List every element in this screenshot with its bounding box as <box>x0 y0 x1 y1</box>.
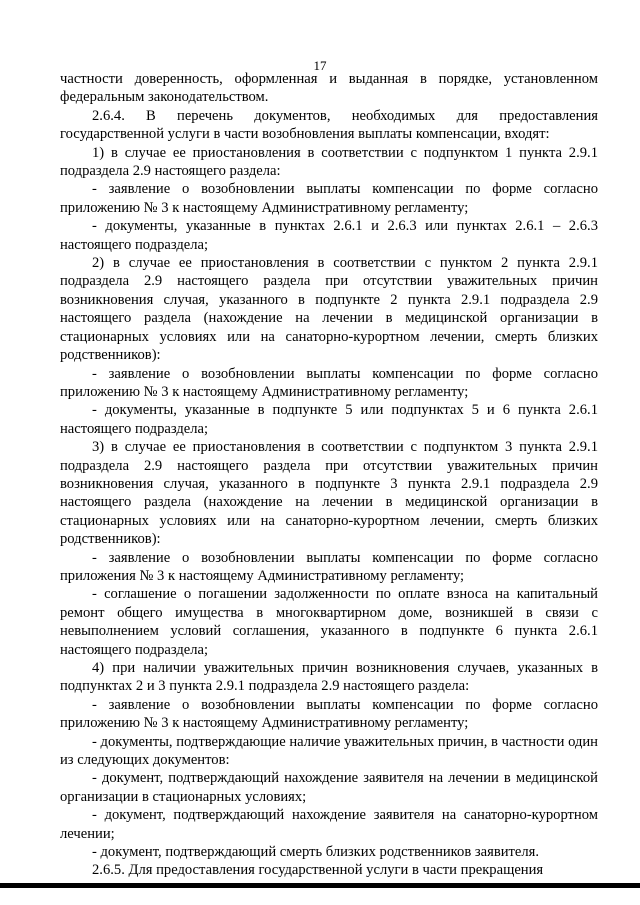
paragraph: 2.6.4. В перечень документов, необходимых для предоставления государственной услуги в части возобновления выплаты компенсации, входят: <box>60 107 598 143</box>
paragraph: - документы, указанные в пунктах 2.6.1 и 2.6.3 или пунктах 2.6.1 – 2.6.3 настоящего подраздела; <box>60 218 598 253</box>
paragraph: - соглашение о погашении задолженности по оплате взноса на капитальный ремонт общего имущества в многоквартирном доме, возникшей в связи с невыполнением условий соглашения, указанного в подпункте 6 пункта 2.6.1 настоящего подраздела; <box>60 586 598 658</box>
paragraph: - заявление о возобновлении выплаты компенсации по форме согласно приложения № 3 к настоящему Административному регламенту; <box>60 549 598 584</box>
paragraph: - документы, указанные в подпункте 5 или подпунктах 5 и 6 пункта 2.6.1 настоящего подраздела; <box>60 402 598 437</box>
paragraph: - заявление о возобновлении выплаты компенсации по форме согласно приложению № 3 к настоящему Административному регламенту; <box>60 365 598 400</box>
paragraph: частности доверенность, оформленная и выданная в порядке, установленном федеральным законодательством. <box>60 71 598 106</box>
paragraph: 2) в случае ее приостановления в соответствии с пунктом 2 пункта 2.9.1 подраздела 2.9 настоящего раздела при отсутствии уважительных причин возникновения случая, указанного в подпункте 2 пункта 2.9.1 подраздела 2.9 настоящего раздела (нахождение на лечении в медицинской организации в стационарных условиях или на санаторно-курортном лечении, смерть близких родственников): <box>60 255 598 364</box>
page-number: 17 <box>313 58 327 73</box>
paragraph: - документы, подтверждающие наличие уважительных причин, в частности один из следующих документов: <box>60 733 598 769</box>
document-body <box>60 70 598 880</box>
paragraph: - заявление о возобновлении выплаты компенсации по форме согласно приложению № 3 к настоящему Административному регламенту; <box>60 181 598 216</box>
page-bottom-rule <box>0 883 640 888</box>
paragraph: 4) при наличии уважительных причин возникновения случаев, указанных в подпунктах 2 и 3 пункта 2.9.1 подраздела 2.9 настоящего раздела: <box>60 660 598 695</box>
paragraph: - документ, подтверждающий нахождение заявителя на лечении в медицинской организации в стационарных условиях; <box>60 770 598 805</box>
paragraph: 1) в случае ее приостановления в соответствии с подпунктом 1 пункта 2.9.1 подраздела 2.9 настоящего раздела: <box>60 144 598 180</box>
paragraph: - документ, подтверждающий смерть близких родственников заявителя. <box>92 844 540 861</box>
paragraph: - заявление о возобновлении выплаты компенсации по форме согласно приложению № 3 к настоящему Административному регламенту; <box>60 696 598 732</box>
paragraph: 3) в случае ее приостановления в соответствии с подпунктом 3 пункта 2.9.1 подраздела 2.9 настоящего раздела при отсутствии уважительных причин возникновения случая, указанного в подпункте 3 пункта 2.9.1 подраздела 2.9 настоящего раздела (нахождение на лечении в медицинской организации в стационарных условиях или на санаторно-курортном лечении, смерть близких родственников): <box>60 439 598 548</box>
paragraph: 2.6.5. Для предоставления государственной услуги в части прекращения <box>92 862 544 879</box>
paragraph: - документ, подтверждающий нахождение заявителя на санаторно-курортном лечении; <box>60 807 598 842</box>
